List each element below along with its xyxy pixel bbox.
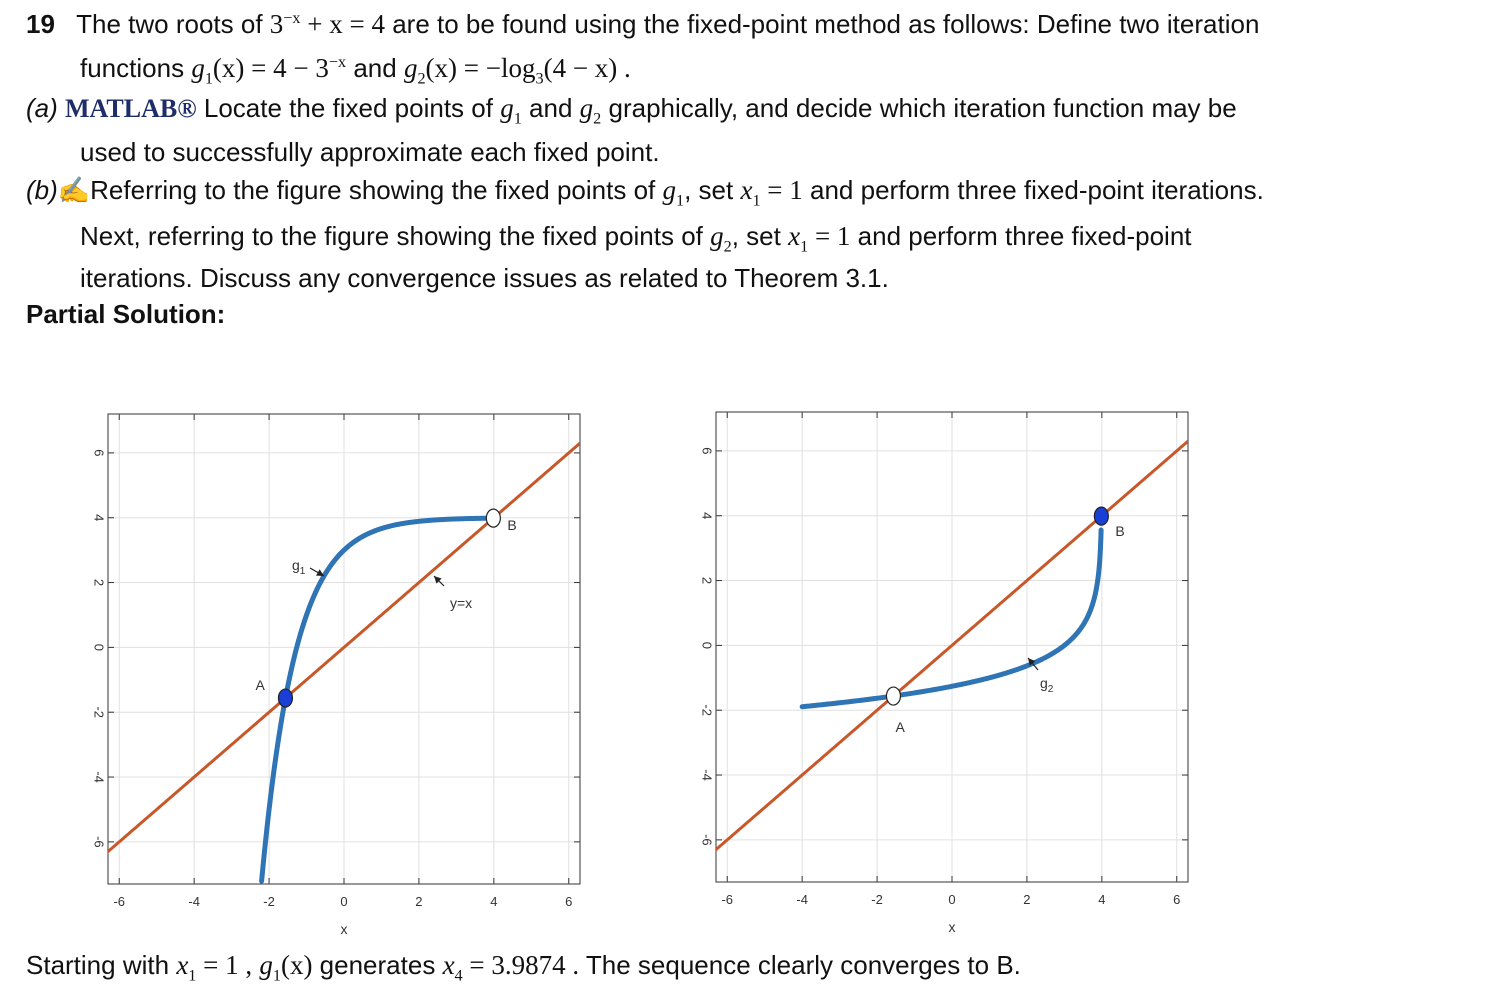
problem-text: The two roots of	[76, 9, 263, 39]
part-b-line-3	[80, 263, 889, 293]
y-tick-label: -2	[699, 704, 715, 716]
footer-line: Starting with $x_1 = 1$ , $g_1(x)$ generates $x_4 = 3.9874$ . The sequence clearly converges to B.	[26, 950, 1021, 985]
problem-text: and perform three fixed-point	[857, 221, 1192, 251]
part-b-line-2: Next, referring to the figure showing the fixed points of $g_2$, set $x_1 = 1$ and perform three fixed-point	[80, 221, 1192, 256]
problem-text: and	[353, 53, 397, 83]
y-tick-label: 0	[699, 641, 715, 649]
plot-g1	[80, 400, 600, 940]
part-b-line-1: (b)✍Referring to the figure showing the fixed points of $g_1$, set $x_1 = 1$ and perform three fixed-point iterations.	[26, 175, 1264, 210]
fixed-point-a	[278, 689, 292, 707]
problem-line-1	[26, 3, 1259, 39]
y-tick-label: -4	[699, 769, 715, 781]
x-tick-label: 6	[565, 894, 573, 909]
y-tick-label: 0	[91, 643, 107, 651]
y-tick-label: 2	[699, 576, 715, 585]
y-tick-label: 6	[699, 447, 715, 455]
y-tick-label: -2	[91, 706, 107, 718]
x-tick-label: 4	[1098, 892, 1106, 907]
fixed-point-b	[486, 509, 500, 527]
point-label-b: B	[507, 517, 517, 534]
g2-label: $g_2$	[1040, 675, 1054, 695]
part-b-label: (b)	[26, 175, 58, 205]
yx-label: y=x	[450, 595, 473, 611]
point-label-a: A	[895, 719, 905, 736]
point-label-b: B	[1115, 523, 1125, 540]
fixed-point-a	[886, 687, 900, 705]
y-tick-label: -6	[91, 836, 107, 848]
x-tick-label: 6	[1173, 892, 1181, 907]
problem-text: and perform three fixed-point iterations.	[810, 175, 1264, 205]
part-a-line-1: (a) MATLAB® Locate the fixed points of $g_1$ and $g_2$ graphically, and decide which iteration function may be	[26, 93, 1237, 128]
x-tick-label: -6	[721, 892, 734, 907]
g1-label: $g_1$	[292, 557, 306, 577]
y-tick-label: 2	[91, 578, 107, 587]
y-tick-label: 4	[699, 512, 715, 520]
x-tick-label: -2	[263, 894, 275, 909]
x-tick-label: -4	[188, 894, 200, 909]
part-a-label: (a)	[26, 93, 58, 123]
x-tick-label: 4	[490, 894, 498, 909]
y-tick-label: -6	[699, 834, 715, 846]
problem-text: are to be found using the fixed-point method as follows: Define two iteration	[392, 9, 1260, 39]
problem-text: used to successfully approximate each fixed point.	[80, 137, 660, 167]
footer-text: generates	[319, 950, 436, 980]
x-tick-label: -6	[113, 894, 126, 909]
part-a-line-2	[80, 137, 660, 167]
point-label-a: A	[255, 677, 265, 694]
g2-definition: $g_2(x) = -\log_3(4 - x)$ .	[403, 53, 631, 88]
problem-text: functions	[80, 53, 185, 83]
problem-text: Next, referring to the figure showing the fixed points of	[80, 221, 703, 251]
problem-text: Locate the fixed points of	[203, 93, 493, 123]
problem-text: graphically, and decide which iteration function may be	[608, 93, 1237, 123]
fixed-point-b	[1094, 507, 1108, 525]
y-tick-label: -4	[91, 771, 107, 783]
plot-g2	[688, 398, 1208, 938]
x-tick-label: 0	[340, 894, 348, 909]
g1-definition: $g_1(x) = 4 - 3^{-x}$	[191, 53, 347, 88]
x-tick-label: 0	[948, 892, 956, 907]
problem-line-2	[80, 47, 631, 93]
problem-text: and	[529, 93, 573, 123]
x-tick-label: 2	[1023, 892, 1031, 907]
x-axis-label: x	[340, 921, 348, 937]
problem-number: 19	[26, 9, 55, 39]
footer-text: Starting with	[26, 950, 170, 980]
x-tick-label: -2	[871, 892, 883, 907]
equation: $3^{-x} + x = 4$	[269, 9, 385, 39]
y-tick-label: 6	[91, 449, 107, 457]
partial-solution-heading: Partial Solution:	[26, 299, 226, 329]
pencil-icon: ✍	[57, 175, 91, 205]
y-tick-label: 4	[91, 514, 107, 522]
footer-text: The sequence clearly converges to B.	[585, 950, 1021, 980]
x-axis-label: x	[948, 919, 956, 935]
problem-text: iterations. Discuss any convergence issues as related to Theorem 3.1.	[80, 263, 889, 293]
matlab-label: MATLAB®	[65, 94, 197, 123]
x-tick-label: 2	[415, 894, 423, 909]
x-tick-label: -4	[796, 892, 808, 907]
problem-text: Referring to the figure showing the fixed points of	[90, 175, 656, 205]
